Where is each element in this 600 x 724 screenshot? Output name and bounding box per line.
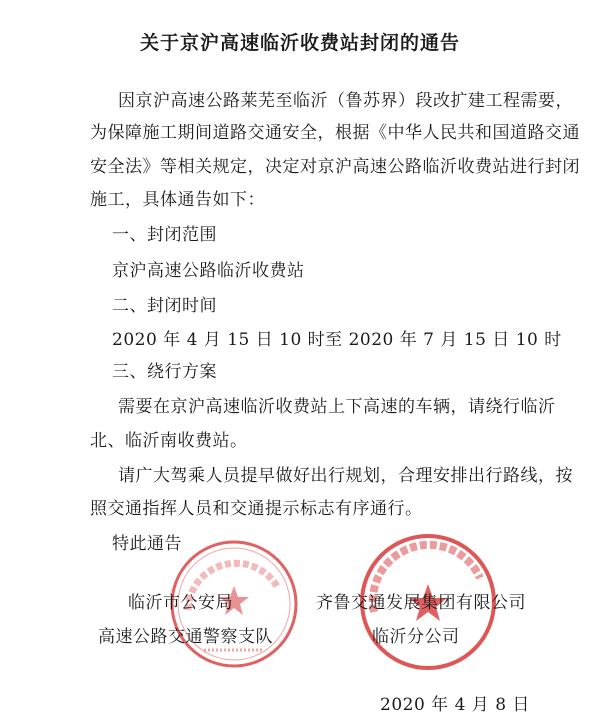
notice-title: 关于京沪高速临沂收费站封闭的通告 — [139, 32, 460, 54]
intro-line-3: 安全法》等相关规定，决定对京沪高速公路临沂收费站进行封闭 — [90, 157, 580, 177]
section1-heading: 一、封闭范围 — [112, 225, 217, 245]
reminder-line-2: 照交通指挥人员和交通提示标志有序通行。 — [90, 499, 423, 519]
signature-left-line1: 临沂市公安局 — [128, 593, 233, 613]
intro-line-2: 为保障施工期间道路交通安全，根据《中华人民共和国道路交通 — [90, 123, 580, 143]
section1-text: 京沪高速公路临沂收费站 — [112, 261, 305, 281]
signature-right-line1: 齐鲁交通发展集团有限公司 — [316, 593, 526, 613]
intro-line-4: 施工，具体通告如下： — [90, 190, 265, 210]
notice-date: 2020 年 4 月 8 日 — [380, 695, 530, 715]
section3-line-1: 需要在京沪高速临沂收费站上下高速的车辆，请绕行临沂 — [118, 397, 556, 417]
reminder-line-1: 请广大驾乘人员提早做好出行规划，合理安排出行路线，按 — [118, 466, 573, 486]
section2-heading: 二、封闭时间 — [112, 296, 217, 316]
signature-right-line2: 临沂分公司 — [372, 627, 460, 647]
section3-heading: 三、绕行方案 — [112, 362, 217, 382]
intro-line-1: 因京沪高速公路莱芜至临沂（鲁苏界）段改扩建工程需要， — [118, 91, 573, 111]
section2-text: 2020 年 4 月 15 日 10 时至 2020 年 7 月 15 日 10 时 — [112, 330, 562, 350]
section3-line-2: 北、临沂南收费站。 — [90, 431, 248, 451]
closing-text: 特此通告 — [112, 534, 182, 554]
signature-left-line2: 高速公路交通警察支队 — [98, 627, 273, 647]
